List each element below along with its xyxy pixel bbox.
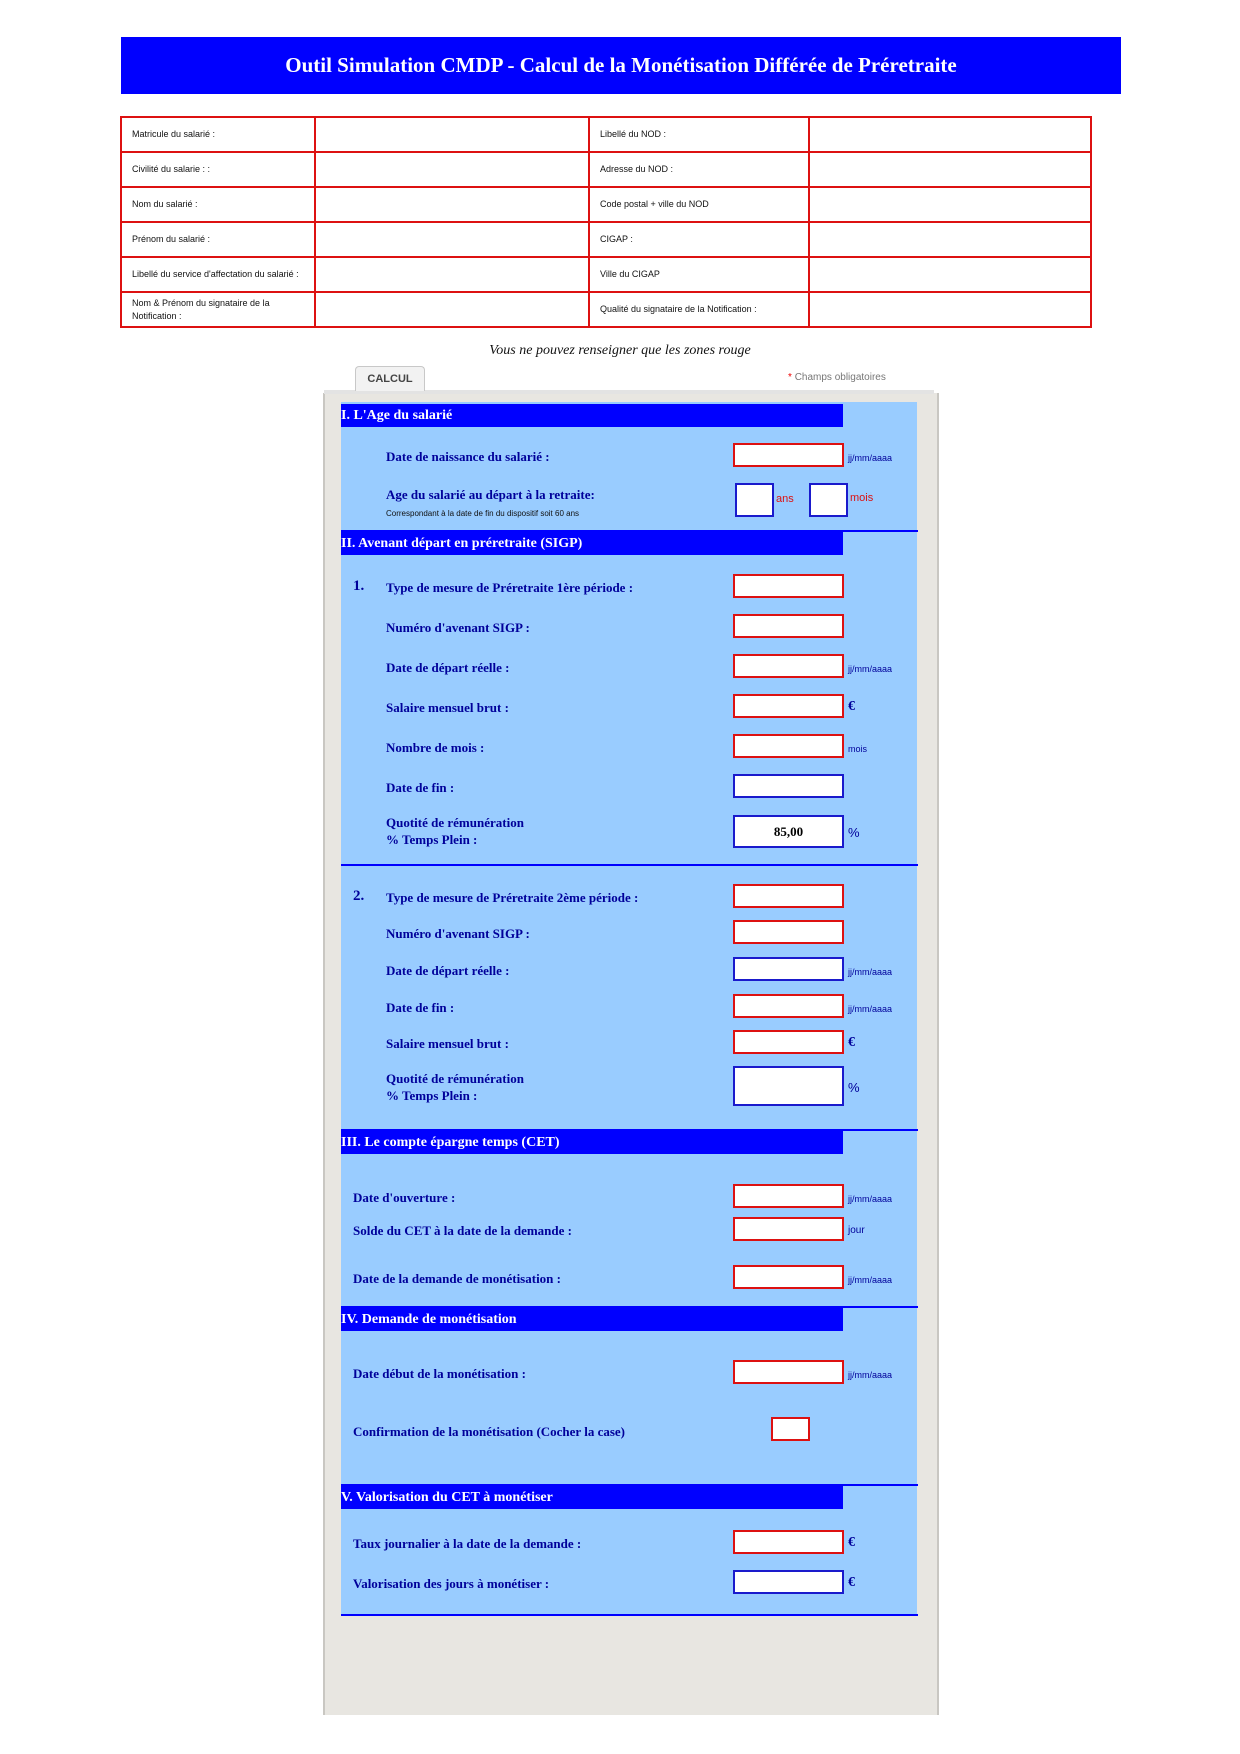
monetisation-start-input[interactable] — [733, 1360, 844, 1384]
period-2-type-label: Type de mesure de Préretraite 2ème période : — [386, 890, 639, 905]
table-row — [121, 222, 1091, 257]
years-unit: ans — [776, 493, 794, 505]
cigap-label: CIGAP : — [589, 222, 809, 257]
period-1-start-label: Date de départ réelle : — [386, 660, 510, 675]
period-2-salary-label: Salaire mensuel brut : — [386, 1036, 509, 1051]
cigap-field[interactable] — [809, 222, 1091, 257]
period-2-avenant-input[interactable] — [733, 920, 844, 944]
period-2-avenant-label: Numéro d'avenant SIGP : — [386, 926, 530, 941]
adresse-nod-label: Adresse du NOD : — [589, 152, 809, 187]
period-2-quotite-line-1: Quotité de rémunération — [386, 1071, 524, 1086]
period-1-type-label: Type de mesure de Préretraite 1ère période : — [386, 580, 634, 595]
retirement-age-subtitle: Correspondant à la date de fin du dispositif soit 60 ans — [386, 509, 580, 518]
code-postal-nod-label: Code postal + ville du NOD — [589, 187, 809, 222]
period-1-avenant-input[interactable] — [733, 614, 844, 638]
period-2-end-label: Date de fin : — [386, 1000, 455, 1015]
qualite-signataire-label: Qualité du signataire de la Notification : — [589, 292, 809, 327]
table-row — [121, 257, 1091, 292]
period-2-quotite-unit: % — [848, 1080, 860, 1095]
section-1-header: I. L'Age du salarié — [341, 404, 843, 427]
period-1-months-unit: mois — [848, 744, 868, 754]
nom-field[interactable] — [315, 187, 589, 222]
libelle-nod-label: Libellé du NOD : — [589, 117, 809, 152]
instruction-note: Vous ne pouvez renseigner que les zones rouge — [489, 343, 751, 358]
matricule-field[interactable] — [315, 117, 589, 152]
period-1-quotite-label — [386, 814, 524, 848]
monetisation-start-label: Date début de la monétisation : — [353, 1366, 526, 1381]
period-2-start-input[interactable] — [733, 957, 844, 981]
period-2-end-unit: jj/mm/aaaa — [848, 1004, 893, 1014]
page-title: Outil Simulation CMDP - Calcul de la Monétisation Différée de Préretraite — [121, 37, 1121, 94]
retirement-age-months-input[interactable] — [809, 483, 848, 517]
cet-balance-label: Solde du CET à la date de la demande : — [353, 1223, 572, 1238]
signataire-label: Nom & Prénom du signataire de la Notification : — [121, 292, 315, 327]
period-1-months-input[interactable] — [733, 734, 844, 758]
nom-label: Nom du salarié : — [121, 187, 315, 222]
section-5-header: V. Valorisation du CET à monétiser — [341, 1486, 843, 1509]
period-2-number: 2. — [353, 888, 365, 904]
period-1-salary-input[interactable] — [733, 694, 844, 718]
valuation-label: Valorisation des jours à monétiser : — [353, 1576, 550, 1591]
monetisation-confirm-label: Confirmation de la monétisation (Cocher la case) — [353, 1424, 626, 1439]
monetisation-confirm-checkbox[interactable] — [771, 1417, 810, 1441]
retirement-age-years-input[interactable] — [735, 483, 774, 517]
period-1-start-unit: jj/mm/aaaa — [848, 664, 893, 674]
period-1-avenant-label: Numéro d'avenant SIGP : — [386, 620, 530, 635]
period-1-quotite-line-1: Quotité de rémunération — [386, 815, 524, 830]
period-1-salary-label: Salaire mensuel brut : — [386, 700, 509, 715]
period-2-end-input[interactable] — [733, 994, 844, 1018]
valuation-output[interactable] — [733, 1570, 844, 1594]
period-2-quotite-input[interactable] — [733, 1066, 844, 1106]
service-field[interactable] — [315, 257, 589, 292]
cet-opening-unit: jj/mm/aaaa — [848, 1194, 893, 1204]
section-divider — [341, 1614, 918, 1616]
table-row — [121, 152, 1091, 187]
tab-calcul[interactable]: CALCUL — [355, 366, 425, 391]
birth-date-input[interactable] — [733, 443, 844, 467]
daily-rate-label: Taux journalier à la date de la demande : — [353, 1536, 582, 1551]
period-1-months-label: Nombre de mois : — [386, 740, 485, 755]
period-2-quotite-label — [386, 1070, 524, 1104]
daily-rate-unit: € — [848, 1535, 855, 1550]
period-1-number: 1. — [353, 578, 365, 594]
period-2-salary-input[interactable] — [733, 1030, 844, 1054]
service-label: Libellé du service d'affectation du salarié : — [121, 257, 315, 292]
period-1-salary-unit: € — [848, 699, 855, 714]
cet-request-date-unit: jj/mm/aaaa — [848, 1275, 893, 1285]
period-1-quotite-unit: % — [848, 825, 860, 840]
birth-date-label: Date de naissance du salarié : — [386, 449, 550, 464]
cet-balance-input[interactable] — [733, 1217, 844, 1241]
retirement-age-label — [386, 486, 595, 522]
civilite-field[interactable] — [315, 152, 589, 187]
prenom-field[interactable] — [315, 222, 589, 257]
period-2-start-unit: jj/mm/aaaa — [848, 967, 893, 977]
valuation-unit: € — [848, 1575, 855, 1590]
period-1-start-input[interactable] — [733, 654, 844, 678]
ville-cigap-label: Ville du CIGAP — [589, 257, 809, 292]
section-divider — [341, 864, 918, 866]
identification-table — [120, 116, 1092, 328]
period-2-type-input[interactable] — [733, 884, 844, 908]
code-postal-nod-field[interactable] — [809, 187, 1091, 222]
cet-request-date-label: Date de la demande de monétisation : — [353, 1271, 561, 1286]
adresse-nod-field[interactable] — [809, 152, 1091, 187]
required-fields-note — [788, 372, 886, 383]
ville-cigap-field[interactable] — [809, 257, 1091, 292]
period-1-end-input[interactable] — [733, 774, 844, 798]
section-4-header: IV. Demande de monétisation — [341, 1308, 843, 1331]
period-1-end-label: Date de fin : — [386, 780, 455, 795]
daily-rate-input[interactable] — [733, 1530, 844, 1554]
table-row — [121, 117, 1091, 152]
section-2-header: II. Avenant départ en préretraite (SIGP) — [341, 532, 843, 555]
period-2-salary-unit: € — [848, 1035, 855, 1050]
cet-balance-unit: jour — [848, 1225, 865, 1236]
cet-opening-input[interactable] — [733, 1184, 844, 1208]
required-star: * — [788, 372, 792, 383]
matricule-label: Matricule du salarié : — [121, 117, 315, 152]
prenom-label: Prénom du salarié : — [121, 222, 315, 257]
cet-opening-label: Date d'ouverture : — [353, 1190, 456, 1205]
signataire-field[interactable] — [315, 292, 589, 327]
birth-date-unit: jj/mm/aaaa — [848, 453, 893, 463]
libelle-nod-field[interactable] — [809, 117, 1091, 152]
cet-request-date-input[interactable] — [733, 1265, 844, 1289]
required-note-text: Champs obligatoires — [794, 372, 886, 383]
period-2-start-label: Date de départ réelle : — [386, 963, 510, 978]
retirement-age-title: Age du salarié au départ à la retraite: — [386, 487, 595, 502]
months-unit: mois — [850, 492, 874, 504]
section-3-header: III. Le compte épargne temps (CET) — [341, 1131, 843, 1154]
period-1-quotite-line-2: % Temps Plein : — [386, 832, 478, 847]
civilite-label: Civilité du salarie : : — [121, 152, 315, 187]
period-1-quotite-value[interactable]: 85,00 — [733, 815, 844, 848]
period-2-quotite-line-2: % Temps Plein : — [386, 1088, 478, 1103]
qualite-signataire-field[interactable] — [809, 292, 1091, 327]
monetisation-start-unit: jj/mm/aaaa — [848, 1370, 893, 1380]
period-1-type-input[interactable] — [733, 574, 844, 598]
table-row — [121, 292, 1091, 327]
table-row — [121, 187, 1091, 222]
